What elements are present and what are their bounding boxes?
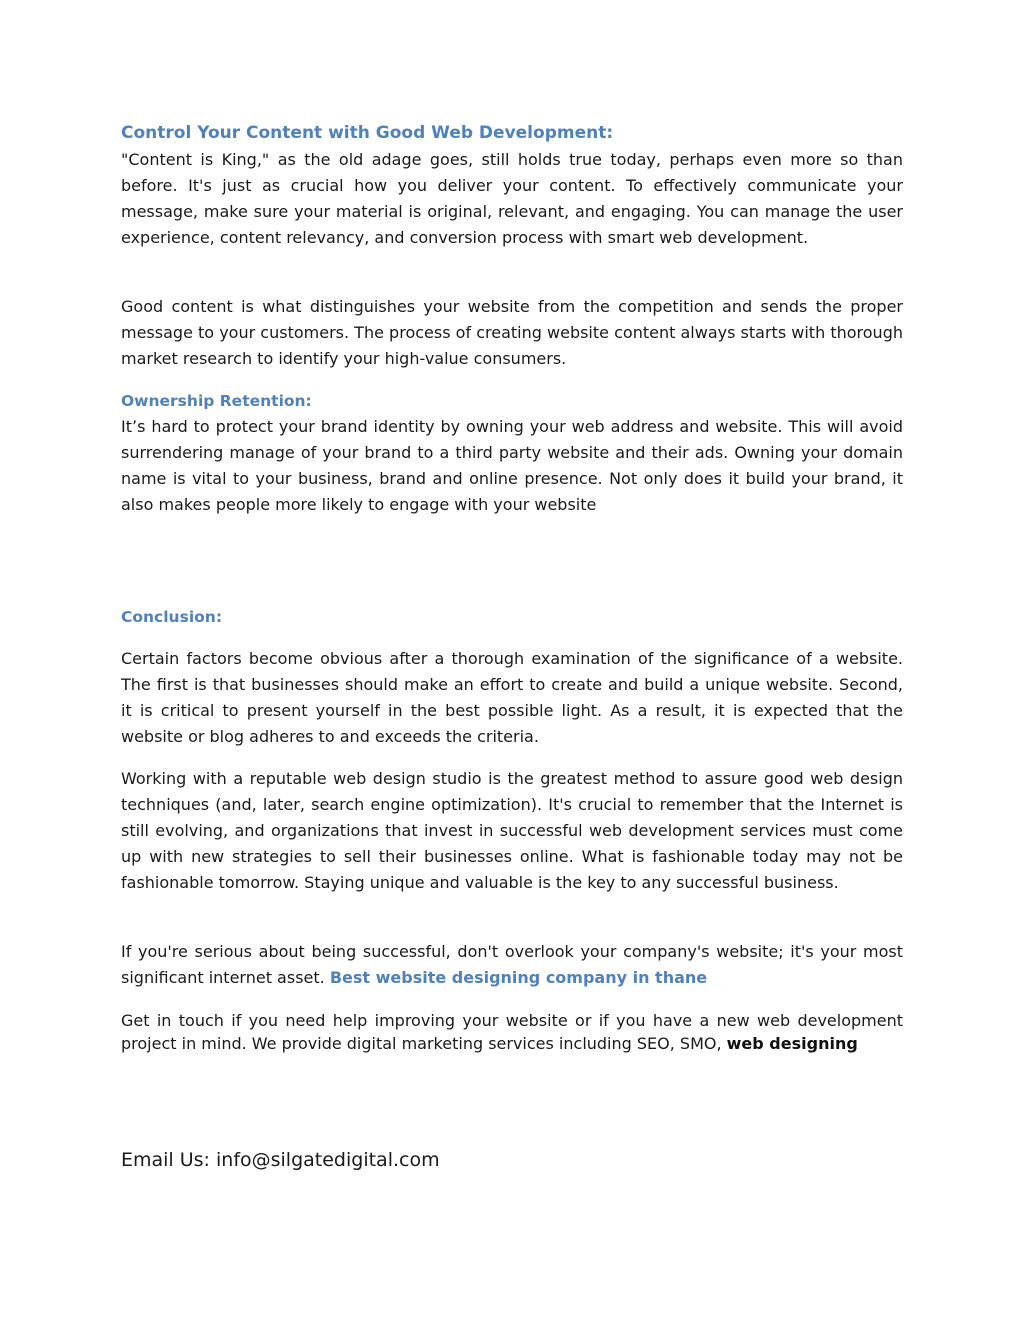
paragraph-web-design-studio: Working with a reputable web design studio is the greatest method to assure good web design techniques (and, later, search engine optimization). It's crucial to remember that the Internet is still evolving, and organizations that invest in successful web development services must come up with new strategies to sell their businesses online. What is fashionable today may not be fashionable tomorrow. Staying unique and valuable is the key to any successful business. — [121, 769, 903, 892]
web-designing-link[interactable]: web designing — [726, 1033, 858, 1053]
email-contact[interactable]: Email Us: info@silgatedigital.com — [121, 1149, 440, 1171]
paragraph-good-content: Good content is what distinguishes your website from the competition and sends the proper message to your customers. The process of creating website content always starts with thorough market research to identify your high-value consumers. — [121, 297, 903, 368]
paragraph-conclusion-factors: Certain factors become obvious after a thorough examination of the significance of a website. The first is that businesses should make an effort to create and build a unique website. Second, it is critical to present yourself in the best possible light. As a result, it is expected that the website or blog adheres to and exceeds the criteria. — [121, 649, 903, 746]
paragraph-serious-success-text: If you're serious about being successful, don't overlook your company's website; it's your most significant internet asset. — [121, 942, 903, 987]
paragraph-content-king: "Content is King," as the old adage goes, still holds true today, perhaps even more so than before. It's just as crucial how you deliver your content. To effectively communicate your message, make sure your material is original, relevant, and engaging. You can manage the user experience, content relevancy, and conversion process with smart web development. — [121, 150, 903, 247]
paragraph-serious-success — [121, 939, 903, 991]
heading-conclusion: Conclusion: — [121, 608, 223, 626]
paragraph-get-in-touch — [121, 1010, 903, 1055]
paragraph-get-in-touch-text: Get in touch if you need help improving your website or if you have a new web development project in mind. We provide digital marketing services including SEO, SMO, — [121, 1011, 903, 1053]
best-website-designing-link[interactable]: Best website designing company in thane — [329, 968, 708, 987]
heading-control-content: Control Your Content with Good Web Development: — [121, 123, 614, 143]
heading-ownership-retention: Ownership Retention: — [121, 392, 312, 410]
paragraph-ownership: It’s hard to protect your brand identity by owning your web address and website. This will avoid surrendering manage of your brand to a third party website and their ads. Owning your domain name is vital to your business, brand and online presence. Not only does it build your brand, it also makes people more likely to engage with your website — [121, 417, 903, 514]
